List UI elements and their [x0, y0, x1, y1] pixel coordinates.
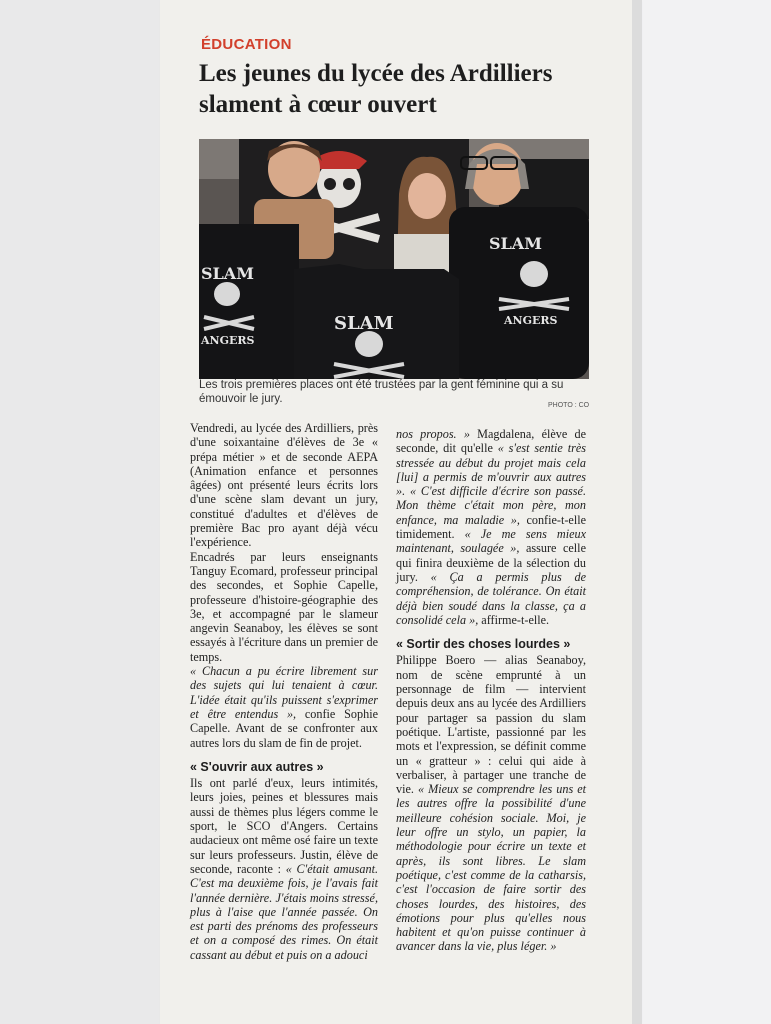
article-category: ÉDUCATION — [201, 36, 292, 53]
article-headline: Les jeunes du lycée des Ardilliers slament à cœur ouvert — [199, 60, 553, 118]
col2-quote-5: « Ça a permis plus de compréhension, de tolérance. On était déjà bien soudé dans la classe, ça a consolidé cela », — [396, 569, 586, 627]
col2-quote-3: « C'est difficile d'écrire son passé. Mon thème c'était mon père, mon enfance, ma maladie », — [396, 484, 586, 527]
col1-paragraph-4-quote: « C'était amusant. C'est ma deuxième fois, je l'avais fait l'année dernière. J'étais moins stressé, plus à l'aise que l'année passée. On est parti des prénoms des professeurs et on a composé des rimes. On était cassant au début et puis on a adouci — [190, 861, 379, 962]
col2-paragraph-2 — [396, 653, 586, 953]
article-column-2 — [396, 427, 586, 954]
col2-paragraph-2-quote: « Mieux se comprendre les uns et les autres offre la possibilité d'une meilleure cohésion sociale. Moi, je leur offre un stylo, un papier, la méthodologie pour écrire un texte et après, ils sont libres. Le slam poétique, c'est comme de la catharsis, c'est l'occasion de faire sortir des choses lourdes, des histoires, des émotions pour plus qu'elles nous habitent et qu'on puisse continuer à avancer dans la vie, plus léger. » — [396, 782, 586, 954]
col1-paragraph-3 — [190, 664, 378, 750]
col1-paragraph-3-rest: confie Sophie Capelle. Avant de se confronter aux autres lors du slam de fin de projet. — [190, 706, 378, 750]
photo-illustration — [199, 139, 589, 379]
shirt-text-left: SLAM — [201, 264, 254, 283]
col2-paragraph-2-text: Philippe Boero — alias Seanaboy, nom de scène emprunté à un personnage de film — intervient depuis deux ans au lycée des Ardilliers pour partager sa passion du slam poétique. L'artiste, passionné par les mots et l'expression, se définit comme un « gratteur » : celui qui aide à verbaliser, à partager une tranche de vie. — [396, 653, 586, 797]
col2-text-a: Magdalena, élève de seconde, dit qu'elle — [396, 427, 587, 456]
background-right — [640, 0, 771, 1024]
shirt-text-center: SLAM — [334, 313, 394, 334]
photo-credit: PHOTO : CO — [548, 402, 590, 409]
col1-paragraph-1: Vendredi, au lycée des Ardilliers, près d'une soixantaine d'élèves de 3e « prépa métier » et de seconde AEPA (Animation enfance et personnes âgées) ont présenté leurs écrits lors d'une scène slam devant un jury, constitué d'adultes et d'élèves de première Bac pro ayant déjà vécu l'expérience. — [190, 421, 378, 550]
shirt-sub-right: ANGERS — [504, 314, 558, 327]
col2-paragraph-1 — [396, 427, 586, 627]
shirt-text-right: SLAM — [489, 234, 542, 253]
col2-quote-4: « Je me sens mieux maintenant, soulagée », — [396, 527, 586, 556]
shirt-sub-left: ANGERS — [201, 334, 255, 347]
clipping-edge — [632, 0, 642, 1024]
col2-text-d: affirme-t-elle. — [478, 612, 550, 627]
col2-text-c: assure celle qui finira deuxième de la sélection du jury. — [396, 541, 586, 584]
col2-text-b: confie-t-elle timidement. — [396, 512, 587, 542]
col2-quote-2: « s'est sentie très stressée au début du projet mais cela [lui] a permis de m'ouvrir aux autres ». — [396, 441, 586, 499]
col1-quote: « Chacun a pu écrire librement sur des sujets qui lui tenaient à cœur. L'idée était qu'ils puissent s'exprimer et être entendus », — [190, 664, 378, 721]
col1-subheading: « S'ouvrir aux autres » — [190, 759, 324, 774]
col2-subheading: « Sortir des choses lourdes » — [396, 637, 571, 652]
col1-paragraph-4-text: Ils ont parlé d'eux, leurs intimités, leurs joies, peines et blessures mais aussi de thèmes plus légers comme le sport, le SCO d'Angers. Certains audacieux ont même osé faire un texte sur leurs professeurs. Justin, élève de seconde, raconte : — [190, 776, 378, 876]
col1-paragraph-2: Encadrés par leurs enseignants Tanguy Ecomard, professeur principal des secondes, et Sophie Capelle, professeure d'histoire-géographie des 3e, et accompagné par le slameur angevin Seanaboy, les élèves se sont essayés à l'écriture dans un premier de temps. — [190, 549, 378, 664]
photo-caption: Les trois premières places ont été trustées par la gent féminine qui a su émouvoir le jury. — [199, 379, 564, 405]
col2-quote-1: nos propos. » — [396, 427, 470, 441]
article-column-1 — [190, 421, 378, 962]
article-photo — [199, 139, 589, 379]
col1-paragraph-4 — [190, 776, 378, 962]
